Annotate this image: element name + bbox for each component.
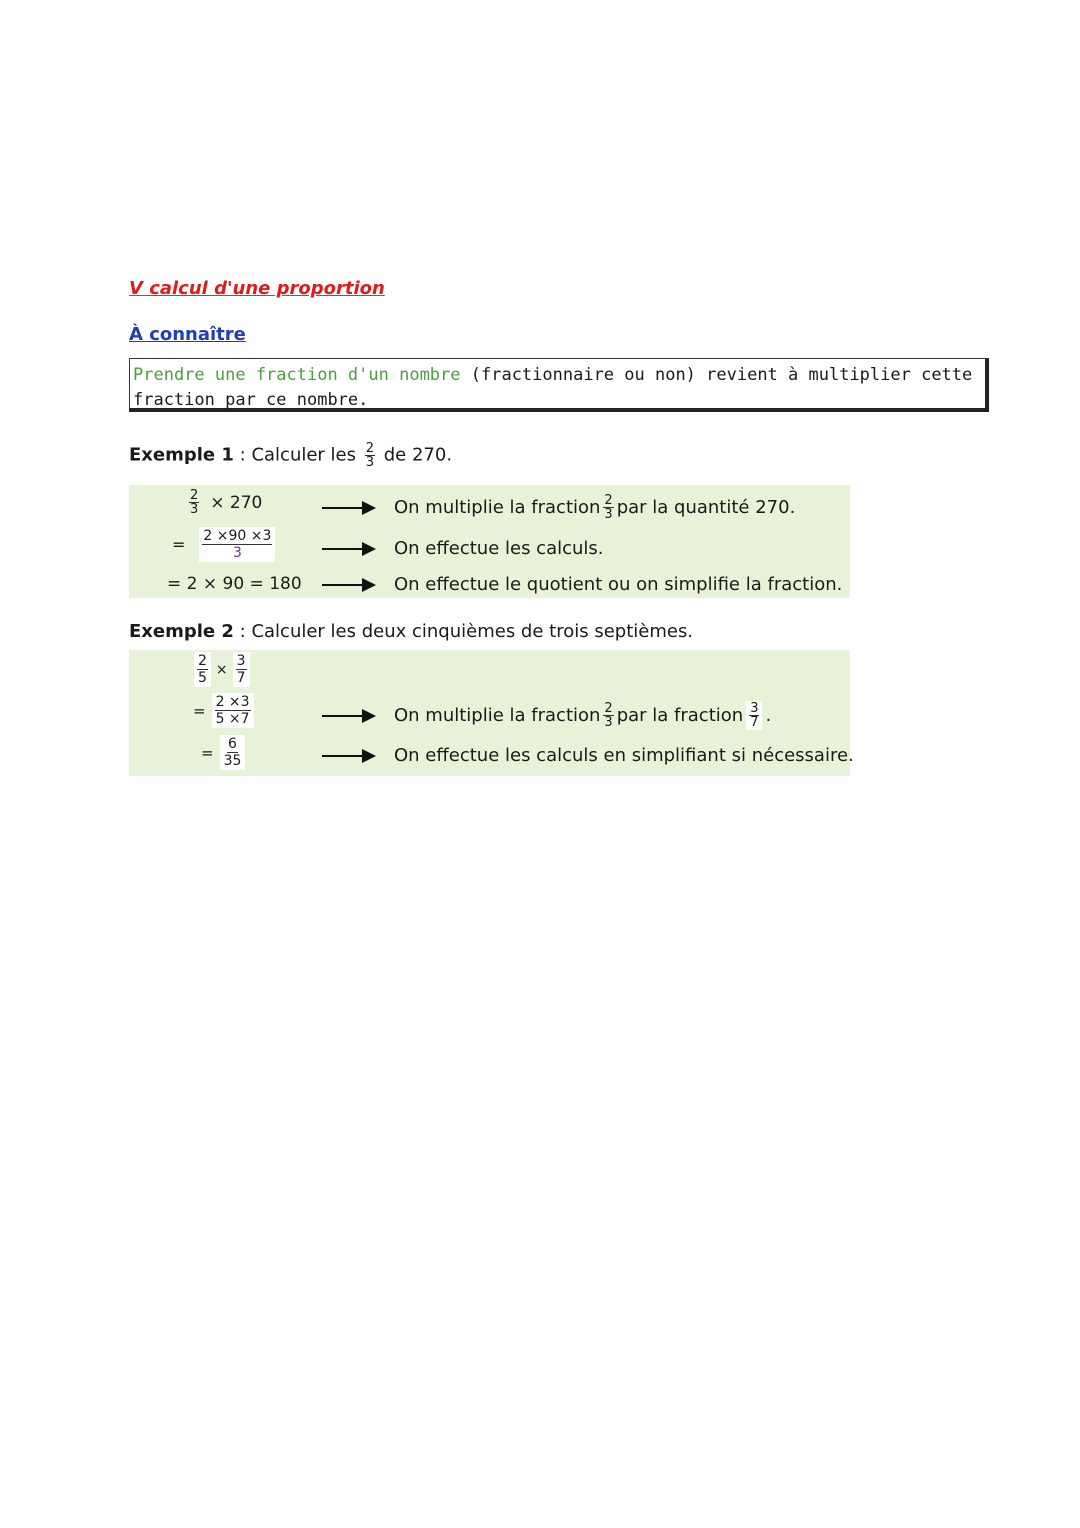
fraction-numerator: 2 ×90 ×3 <box>203 528 272 544</box>
example2-line2-fraction <box>212 693 254 728</box>
arrow-icon <box>322 709 376 723</box>
example2-title <box>129 621 693 642</box>
fraction-denominator: 3 <box>604 715 613 730</box>
fraction-denominator: 3 <box>190 502 199 517</box>
fraction-numerator: 3 <box>236 653 246 669</box>
fraction-numerator: 2 <box>198 653 207 669</box>
explanation-text: par la fraction <box>616 705 744 726</box>
fraction-numerator: 2 <box>365 441 375 456</box>
example1-suffix: de 270. <box>383 444 453 466</box>
example1-line3-explanation <box>322 574 842 595</box>
example1-title-fraction <box>365 442 375 469</box>
example1-line3-expr: = 2 × 90 = 180 <box>167 574 302 594</box>
example2-line1-fraction-b <box>233 652 250 687</box>
example2-line2-explanation <box>322 701 771 730</box>
multiply-sign: × <box>215 661 228 678</box>
fraction-numerator: 2 <box>604 701 613 716</box>
fraction-denominator: 3 <box>232 545 242 561</box>
explanation-fraction <box>603 494 613 521</box>
rule-box <box>129 358 989 412</box>
explanation-text: On multiplie la fraction <box>394 497 601 518</box>
example1-line2-expr <box>172 527 278 562</box>
example2-prefix: : Calculer les deux cinquièmes de trois septièmes. <box>233 621 694 642</box>
arrow-icon <box>322 542 376 556</box>
fraction-denominator: 7 <box>236 670 246 686</box>
example1-line1-fraction <box>189 489 199 516</box>
example1-title <box>129 442 452 469</box>
fraction-denominator: 3 <box>365 455 375 470</box>
example2-line2-expr <box>193 693 257 728</box>
arrow-icon <box>322 578 376 592</box>
fraction-numerator: 2 <box>190 488 199 503</box>
explanation-text: On effectue les calculs en simplifiant si nécessaire. <box>394 745 854 766</box>
example2-line3-fraction <box>220 735 246 770</box>
fraction-denominator: 7 <box>750 715 759 730</box>
period: . <box>765 705 772 726</box>
rule-lead-text: Prendre une fraction d'un nombre <box>133 365 461 385</box>
example1-line2-explanation <box>322 538 604 559</box>
fraction-denominator: 5 ×7 <box>215 711 250 727</box>
equals-sign: = <box>201 743 214 762</box>
arrow-icon <box>322 749 376 763</box>
example2-line1-expr <box>191 652 253 687</box>
example1-prefix: : Calculer les <box>233 444 356 466</box>
explanation-text: On effectue les calculs. <box>394 538 604 559</box>
subsection-title: À connaître <box>129 324 246 345</box>
example1-line1-explanation <box>322 494 795 521</box>
fraction-numerator: 2 <box>604 493 613 508</box>
explanation-fraction-b <box>746 701 762 730</box>
example1-line2-fraction <box>199 527 275 562</box>
arrow-icon <box>322 501 376 515</box>
fraction-denominator: 35 <box>223 753 242 769</box>
example1-line1-rest: × 270 <box>210 492 263 513</box>
fraction-denominator: 5 <box>198 670 207 686</box>
fraction-numerator: 2 ×3 <box>215 694 250 710</box>
fraction-numerator: 6 <box>228 736 237 752</box>
example1-label: Exemple 1 <box>129 444 234 466</box>
section-title: V calcul d'une proportion <box>129 278 385 299</box>
equals-sign: = <box>193 701 206 720</box>
example2-line3-expr <box>201 735 248 770</box>
example2-line1-fraction-a <box>194 652 211 687</box>
fraction-denominator: 3 <box>604 507 613 522</box>
equals-sign: = <box>172 535 186 554</box>
example2-label: Exemple 2 <box>129 621 234 642</box>
fraction-numerator: 3 <box>750 701 759 716</box>
explanation-text: par la quantité 270. <box>616 497 796 518</box>
example1-line1-expr <box>186 489 262 516</box>
explanation-text: On multiplie la fraction <box>394 705 601 726</box>
rule-text: (fractionnaire ou non) revient à multiplier cette fraction par ce nombre. <box>133 365 973 410</box>
example2-line3-explanation <box>322 745 854 766</box>
explanation-fraction-a <box>603 702 613 729</box>
explanation-text: On effectue le quotient ou on simplifie la fraction. <box>394 574 843 595</box>
